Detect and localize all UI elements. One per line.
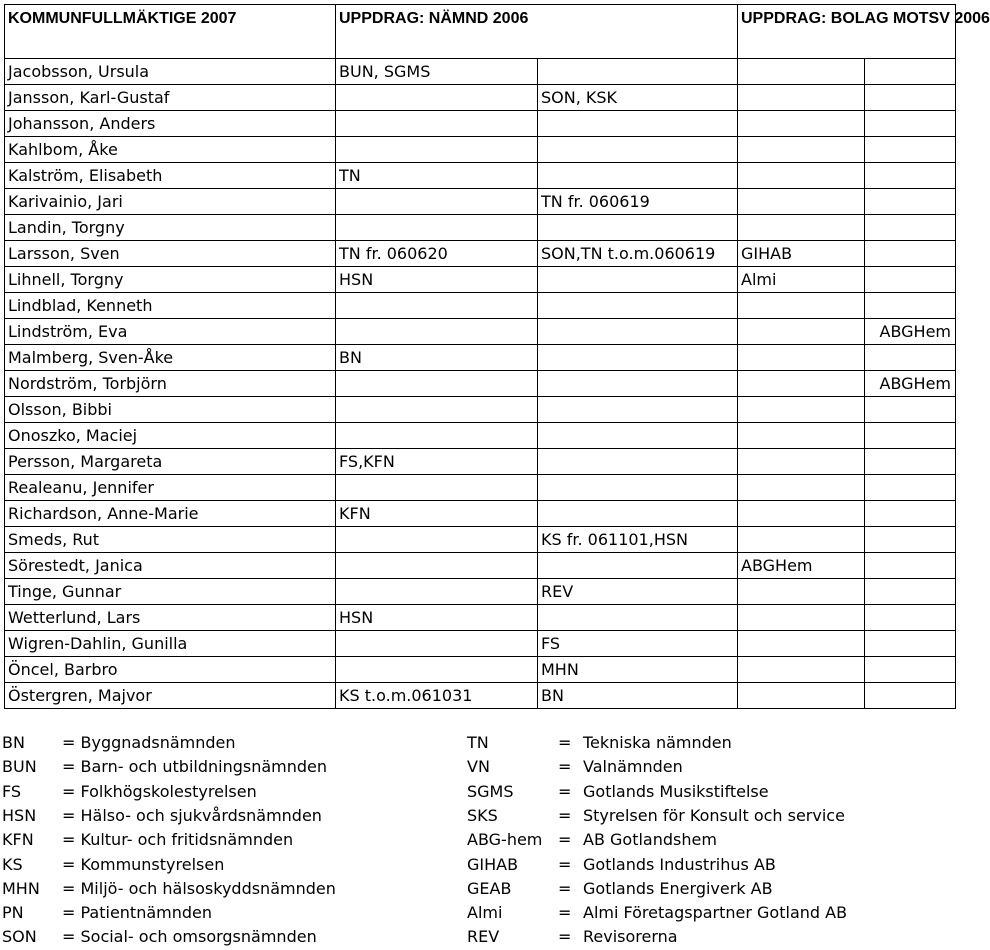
legend-abbreviation: BN <box>2 733 25 752</box>
table-row <box>5 241 956 267</box>
legend-abbreviation: KS <box>2 854 23 874</box>
header-row <box>5 5 956 59</box>
bolag-cell-1 <box>738 137 865 163</box>
bolag-cell-1 <box>738 189 865 215</box>
legend-equals: = <box>558 781 572 801</box>
namnd-cell-2 <box>538 137 738 163</box>
bolag-cell-1 <box>738 501 865 527</box>
table-row <box>5 85 956 111</box>
member-name-cell: Lindström, Eva <box>5 319 336 345</box>
namnd-cell-2 <box>538 111 738 137</box>
legend-equals: = <box>558 927 572 947</box>
table-row <box>5 319 956 345</box>
bolag-cell-2 <box>865 85 956 111</box>
legend-description: = Social- och omsorgsnämnden <box>62 927 317 947</box>
bolag-cell-1 <box>738 371 865 397</box>
namnd-cell-1 <box>336 397 538 423</box>
namnd-cell-2 <box>538 293 738 319</box>
member-name-cell: Östergren, Majvor <box>5 683 336 709</box>
bolag-cell-2 <box>865 345 956 371</box>
namnd-cell-2 <box>538 423 738 449</box>
namnd-cell-2: REV <box>538 579 738 605</box>
bolag-cell-2 <box>865 579 956 605</box>
member-name-cell: Lihnell, Torgny <box>5 267 336 293</box>
legend-description: = Patientnämnden <box>62 903 213 923</box>
namnd-cell-1: BUN, SGMS <box>336 59 538 85</box>
member-name-cell: Karivainio, Jari <box>5 189 336 215</box>
bolag-cell-1 <box>738 85 865 111</box>
legend-equals: = <box>558 830 572 850</box>
namnd-cell-2 <box>538 267 738 293</box>
bolag-cell-1 <box>738 423 865 449</box>
bolag-cell-1: ABGHem <box>738 553 865 579</box>
member-name-cell: Onoszko, Maciej <box>5 423 336 449</box>
table-row <box>5 371 956 397</box>
namnd-cell-1 <box>336 553 538 579</box>
table-row <box>5 59 956 85</box>
legend-equals: = <box>558 903 572 923</box>
member-name-cell: Öncel, Barbro <box>5 657 336 683</box>
legend-description: = Byggnadsnämnden <box>62 733 236 752</box>
member-name-cell: Nordström, Torbjörn <box>5 371 336 397</box>
table-row <box>5 605 956 631</box>
namnd-cell-1 <box>336 85 538 111</box>
table-row <box>5 345 956 371</box>
legend-description: Gotlands Industrihus AB <box>583 854 776 874</box>
legend-abbreviation: TN <box>467 733 489 752</box>
legend-description: = Miljö- och hälsoskyddsnämnden <box>62 878 336 898</box>
namnd-cell-1 <box>336 631 538 657</box>
table-row <box>5 553 956 579</box>
namnd-cell-1 <box>336 137 538 163</box>
bolag-cell-1: GIHAB <box>738 241 865 267</box>
bolag-cell-2 <box>865 631 956 657</box>
table-row <box>5 189 956 215</box>
bolag-cell-2 <box>865 501 956 527</box>
namnd-cell-1: HSN <box>336 605 538 631</box>
table-row <box>5 397 956 423</box>
bolag-cell-1 <box>738 163 865 189</box>
bolag-cell-1: Almi <box>738 267 865 293</box>
table-row <box>5 449 956 475</box>
namnd-cell-1: FS,KFN <box>336 449 538 475</box>
member-name-cell: Johansson, Anders <box>5 111 336 137</box>
namnd-cell-2 <box>538 215 738 241</box>
legend-description: = Folkhögskolestyrelsen <box>62 781 257 801</box>
bolag-cell-2 <box>865 657 956 683</box>
member-name-cell: Tinge, Gunnar <box>5 579 336 605</box>
bolag-cell-1 <box>738 475 865 501</box>
legend-equals: = <box>558 805 572 825</box>
namnd-cell-2: MHN <box>538 657 738 683</box>
bolag-cell-2 <box>865 215 956 241</box>
member-name-cell: Wigren-Dahlin, Gunilla <box>5 631 336 657</box>
table-row <box>5 137 956 163</box>
table-row <box>5 631 956 657</box>
legend-equals: = <box>558 878 572 898</box>
header-kommunfullmaktige: KOMMUNFULLMÄKTIGE 2007 <box>5 5 336 59</box>
namnd-cell-1 <box>336 657 538 683</box>
bolag-cell-2 <box>865 683 956 709</box>
bolag-cell-2 <box>865 397 956 423</box>
namnd-cell-2 <box>538 163 738 189</box>
table-row <box>5 423 956 449</box>
legend-abbreviation: GIHAB <box>467 854 519 874</box>
member-name-cell: Richardson, Anne-Marie <box>5 501 336 527</box>
legend-abbreviation: REV <box>467 927 500 947</box>
namnd-cell-2 <box>538 449 738 475</box>
legend-equals: = <box>558 733 572 752</box>
namnd-cell-2 <box>538 319 738 345</box>
legend-abbreviation: PN <box>2 903 24 923</box>
namnd-cell-1: BN <box>336 345 538 371</box>
namnd-cell-1: TN <box>336 163 538 189</box>
header-bolag: UPPDRAG: BOLAG MOTSV 2006 <box>738 5 956 59</box>
legend-description: = Barn- och utbildningsnämnden <box>62 757 328 777</box>
assignments-table <box>4 4 990 709</box>
bolag-cell-1 <box>738 59 865 85</box>
legend-description: Valnämnden <box>583 757 683 777</box>
bolag-cell-2 <box>865 475 956 501</box>
namnd-cell-2: SON, KSK <box>538 85 738 111</box>
namnd-cell-2: SON,TN t.o.m.060619 <box>538 241 738 267</box>
bolag-cell-1 <box>738 111 865 137</box>
legend-abbreviation: HSN <box>2 805 37 825</box>
bolag-cell-1 <box>738 397 865 423</box>
namnd-cell-2 <box>538 501 738 527</box>
bolag-cell-1 <box>738 605 865 631</box>
table-row <box>5 475 956 501</box>
table-row <box>5 501 956 527</box>
legend-description: Gotlands Energiverk AB <box>583 878 773 898</box>
bolag-cell-1 <box>738 215 865 241</box>
bolag-cell-2 <box>865 137 956 163</box>
bolag-cell-2 <box>865 293 956 319</box>
namnd-cell-2 <box>538 605 738 631</box>
member-name-cell: Olsson, Bibbi <box>5 397 336 423</box>
bolag-cell-2 <box>865 605 956 631</box>
bolag-cell-2 <box>865 163 956 189</box>
legend-description: Tekniska nämnden <box>583 733 732 752</box>
legend-equals: = <box>558 757 572 777</box>
bolag-cell-2 <box>865 189 956 215</box>
member-name-cell: Realeanu, Jennifer <box>5 475 336 501</box>
bolag-cell-1 <box>738 579 865 605</box>
bolag-cell-1 <box>738 345 865 371</box>
namnd-cell-1 <box>336 111 538 137</box>
legend-abbreviation: BUN <box>2 757 37 777</box>
legend-description: Gotlands Musikstiftelse <box>583 781 769 801</box>
bolag-cell-2 <box>865 553 956 579</box>
bolag-cell-2 <box>865 423 956 449</box>
namnd-cell-1: KS t.o.m.061031 <box>336 683 538 709</box>
namnd-cell-2 <box>538 59 738 85</box>
legend-equals: = <box>558 854 572 874</box>
table-row <box>5 267 956 293</box>
namnd-cell-1 <box>336 527 538 553</box>
legend-abbreviation: MHN <box>2 878 40 898</box>
legend-abbreviation: GEAB <box>467 878 512 898</box>
namnd-cell-2: KS fr. 061101,HSN <box>538 527 738 553</box>
table-row <box>5 657 956 683</box>
bolag-cell-2 <box>865 59 956 85</box>
member-name-cell: Malmberg, Sven-Åke <box>5 345 336 371</box>
bolag-cell-1 <box>738 683 865 709</box>
bolag-cell-1 <box>738 631 865 657</box>
member-name-cell: Landin, Torgny <box>5 215 336 241</box>
table-row <box>5 293 956 319</box>
legend-abbreviation: FS <box>2 781 22 801</box>
bolag-cell-1 <box>738 293 865 319</box>
namnd-cell-2 <box>538 475 738 501</box>
legend-abbreviation: SKS <box>467 805 498 825</box>
namnd-cell-1 <box>336 293 538 319</box>
bolag-cell-1 <box>738 449 865 475</box>
namnd-cell-2 <box>538 371 738 397</box>
member-name-cell: Sörestedt, Janica <box>5 553 336 579</box>
namnd-cell-2 <box>538 397 738 423</box>
bolag-cell-2 <box>865 111 956 137</box>
legend-description: = Hälso- och sjukvårdsnämnden <box>62 805 322 825</box>
member-name-cell: Jacobsson, Ursula <box>5 59 336 85</box>
bolag-cell-2: ABGHem <box>865 371 956 397</box>
member-name-cell: Jansson, Karl-Gustaf <box>5 85 336 111</box>
table-row <box>5 111 956 137</box>
legend-description: = Kultur- och fritidsnämnden <box>62 830 294 850</box>
namnd-cell-1: KFN <box>336 501 538 527</box>
legend-abbreviation: ABG-hem <box>467 830 543 850</box>
bolag-cell-1 <box>738 527 865 553</box>
namnd-cell-1 <box>336 215 538 241</box>
legend-description: Revisorerna <box>583 927 678 947</box>
table-row <box>5 163 956 189</box>
bolag-cell-2 <box>865 527 956 553</box>
member-name-cell: Wetterlund, Lars <box>5 605 336 631</box>
namnd-cell-1 <box>336 189 538 215</box>
namnd-cell-1 <box>336 579 538 605</box>
legend-description: Styrelsen för Konsult och service <box>583 805 845 825</box>
legend-abbreviation: VN <box>467 757 490 777</box>
member-name-cell: Kalström, Elisabeth <box>5 163 336 189</box>
header-namnd: UPPDRAG: NÄMND 2006 <box>336 5 738 59</box>
legend-abbreviation: SGMS <box>467 781 514 801</box>
namnd-cell-2: FS <box>538 631 738 657</box>
member-name-cell: Kahlbom, Åke <box>5 137 336 163</box>
member-name-cell: Larsson, Sven <box>5 241 336 267</box>
namnd-cell-2: TN fr. 060619 <box>538 189 738 215</box>
table-row <box>5 579 956 605</box>
bolag-cell-2 <box>865 267 956 293</box>
namnd-cell-1 <box>336 371 538 397</box>
namnd-cell-1: TN fr. 060620 <box>336 241 538 267</box>
legend-description: Almi Företagspartner Gotland AB <box>583 903 848 923</box>
table-row <box>5 215 956 241</box>
bolag-cell-2 <box>865 449 956 475</box>
bolag-cell-1 <box>738 319 865 345</box>
table-row <box>5 683 956 709</box>
member-name-cell: Persson, Margareta <box>5 449 336 475</box>
table-row <box>5 527 956 553</box>
legend-abbreviation: SON <box>2 927 37 947</box>
legend-description: = Kommunstyrelsen <box>62 854 225 874</box>
namnd-cell-2 <box>538 553 738 579</box>
namnd-cell-2 <box>538 345 738 371</box>
namnd-cell-1 <box>336 423 538 449</box>
legend-description: AB Gotlandshem <box>583 830 717 850</box>
bolag-cell-2 <box>865 241 956 267</box>
member-name-cell: Lindblad, Kenneth <box>5 293 336 319</box>
bolag-cell-1 <box>738 657 865 683</box>
namnd-cell-1: HSN <box>336 267 538 293</box>
legend-abbreviation: KFN <box>2 830 34 850</box>
namnd-cell-2: BN <box>538 683 738 709</box>
namnd-cell-1 <box>336 319 538 345</box>
bolag-cell-2: ABGHem <box>865 319 956 345</box>
member-name-cell: Smeds, Rut <box>5 527 336 553</box>
namnd-cell-1 <box>336 475 538 501</box>
legend-abbreviation: Almi <box>467 903 503 923</box>
